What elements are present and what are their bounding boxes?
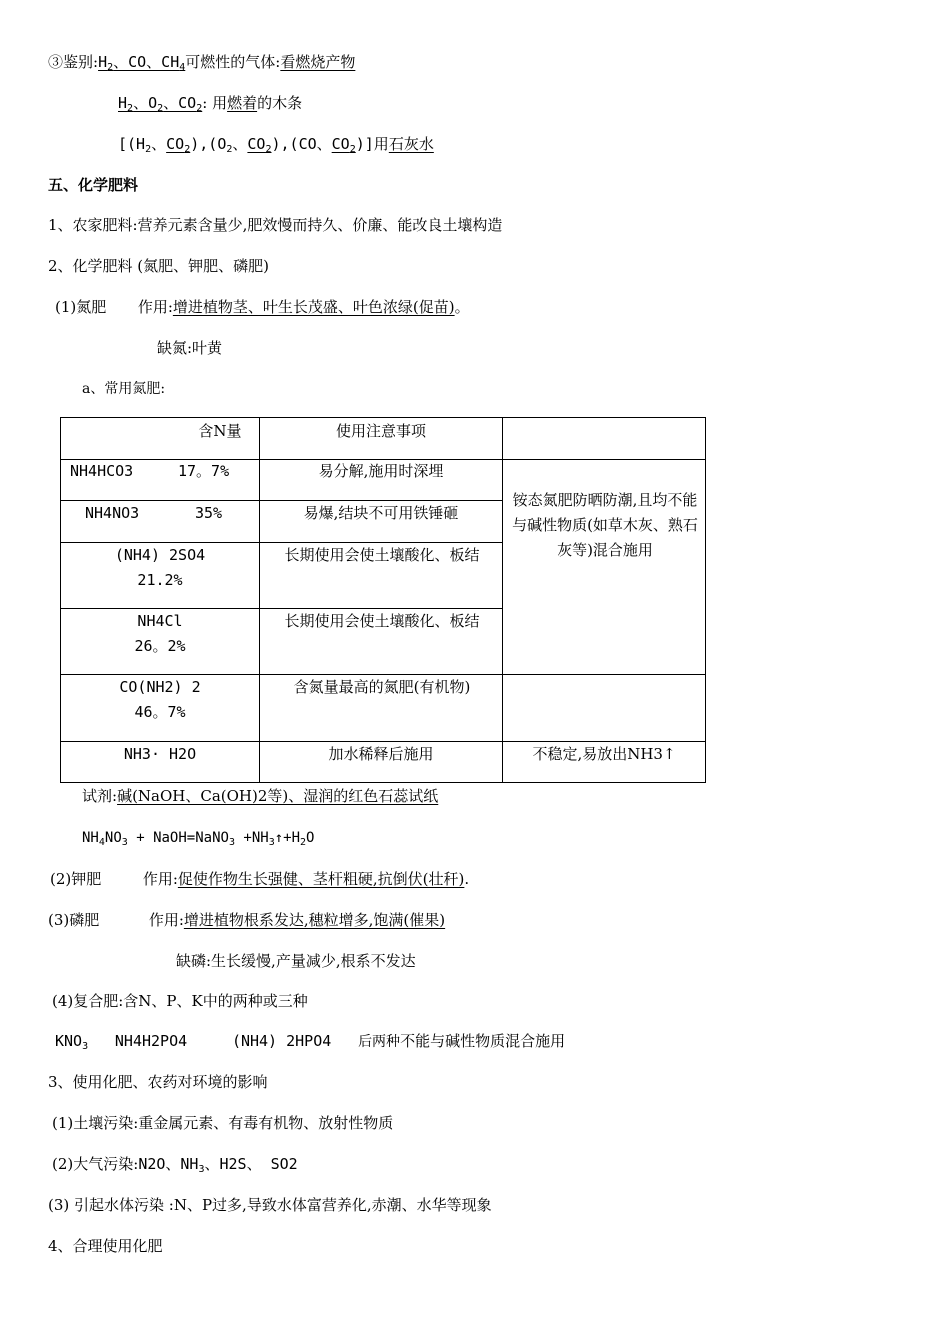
pollution-water: (3) 引起水体污染 :N、P过多,导致水体富营养化,赤潮、水华等现象 [48,1196,492,1214]
phosphorus-lack: 缺磷:生长缓慢,产量减少,根系不发达 [176,952,416,970]
identify-label: ③鉴别: [48,53,99,71]
table-header-cell [502,417,706,460]
nitrogen-label: (1)氮肥 [55,298,107,316]
fertilizer-percent: 35% [195,504,223,522]
nitrogen-common: a、常用氮肥: [82,381,166,397]
phosphorus-effect: 增进植物根系发达,穗粒增多,饱满(催果) [183,911,446,929]
fertilizer-name: NH4Cl [137,612,183,630]
line2-gases: $H_2$、$O_2$、$CO_2$ [118,94,203,114]
phosphorus-label: (3)磷肥 [48,911,100,929]
paragraph-3: 3、使用化肥、农药对环境的影响 [48,1073,268,1091]
paragraph-2: 2、化学肥料 (氮肥、钾肥、磷肥) [48,257,270,275]
nitrogen-line: (1)氮肥 作用:增进植物茎、叶生长茂盛、叶色浓绿(促苗)。 [55,298,470,316]
section-title: 五、化学肥料 [48,176,139,194]
merged-note: 铵态氮肥防晒防潮,且均不能与碱性物质(如草木灰、熟石灰等)混合施用 [512,491,698,559]
identify-method: 看燃烧产物 [280,53,356,71]
last-note: 不稳定,易放出NH3↑ [532,745,676,763]
reagent-label: 试剂: [82,787,118,805]
fertilizer-name: (NH4) 2SO4 [114,546,206,564]
nitrogen-effect-label: 作用: [137,298,173,316]
equation: $NH_4NO_3$ + NaOH=NaNO$_3$ $+NH_3↑+H_2O$ [82,830,315,848]
potassium-effect: 促使作物生长强健、茎杆粗硬,抗倒伏(壮秆) [177,870,465,888]
identify-line [48,52,355,72]
potassium-label: (2)钾肥 [50,870,102,888]
fertilizer-note: 长期使用会使土壤酸化、板结 [284,612,480,630]
pollution-soil: (1)土壤污染:重金属元素、有毒有机物、放射性物质 [52,1114,394,1132]
fertilizer-name: NH4NO3 [85,504,140,522]
fertilizer-note: 含氮量最高的氮肥(有机物) [293,678,471,696]
phosphorus-line [48,910,445,930]
reagent: 碱(NaOH、Ca(OH)2等)、湿润的红色石蕊试纸 [117,787,439,805]
potassium-effect-label: 作用: [142,870,178,888]
gases-line-3: [($H_2$、$CO_2),(O_2$、$CO_2),(CO$、$CO_2$)]用石灰水 [118,135,434,155]
fertilizer-note: 长期使用会使土壤酸化、板结 [284,546,480,564]
compound-fertilizer: (4)复合肥:含N、P、K中的两种或三种 [52,992,308,1010]
fertilizer-note: 易分解,施用时深埋 [318,462,444,480]
header-n-content: 含N量 [198,422,242,440]
line2-method: 燃着 [227,94,258,112]
fertilizer-name: NH4HCO3 [70,462,134,480]
pollution-air: (2)大气污染:N2O、$NH_3$、H2S、 SO2 [52,1155,298,1175]
identify-gases: $H_2$、CO、$CH_4$ [98,53,186,73]
header-notes: 使用注意事项 [335,422,426,440]
fertilizer-note: 加水稀释后施用 [328,745,434,763]
phosphorus-effect-label: 作用: [148,911,184,929]
fertilizer-name: NH3· H2O [123,745,197,763]
line2-tail: 的木条 [257,94,303,112]
identify-mid: 可燃性的气体: [185,53,281,71]
fertilizer-percent: 26。2% [134,637,186,655]
compound-examples: $KNO_3$ NH4H2PO4 (NH4) 2HPO4 后两种不能与碱性物质混合施用 [55,1032,566,1052]
nitrogen-lack: 缺氮:叶黄 [157,339,223,357]
paragraph-1: 1、农家肥料:营养元素含量少,肥效慢而持久、价廉、能改良土壤构造 [48,216,503,234]
paragraph-4: 4、合理使用化肥 [48,1237,163,1255]
fertilizer-name: CO(NH2) 2 [119,678,201,696]
reagent-line [82,786,438,806]
compound-note: 不能与碱性物质混合施用 [400,1032,566,1050]
nitrogen-effect: 增进植物茎、叶生长茂盛、叶色浓绿(促苗) [172,298,455,316]
fertilizer-percent: 17。7% [178,462,230,480]
gases-line-2: $H_2$、$O_2$、$CO_2$: 用燃着的木条 [118,94,303,114]
fertilizer-note: 易爆,结块不可用铁锤砸 [303,504,459,522]
nitrogen-fertilizer-table [60,417,706,783]
fertilizer-percent: 21.2% [137,571,183,589]
line2-use: 用 [212,94,228,112]
potassium-line: (2)钾肥 作用:促使作物生长强健、茎杆粗硬,抗倒伏(壮秆). [50,870,470,888]
fertilizer-percent: 46。7% [134,703,186,721]
empty-cell [502,674,706,742]
